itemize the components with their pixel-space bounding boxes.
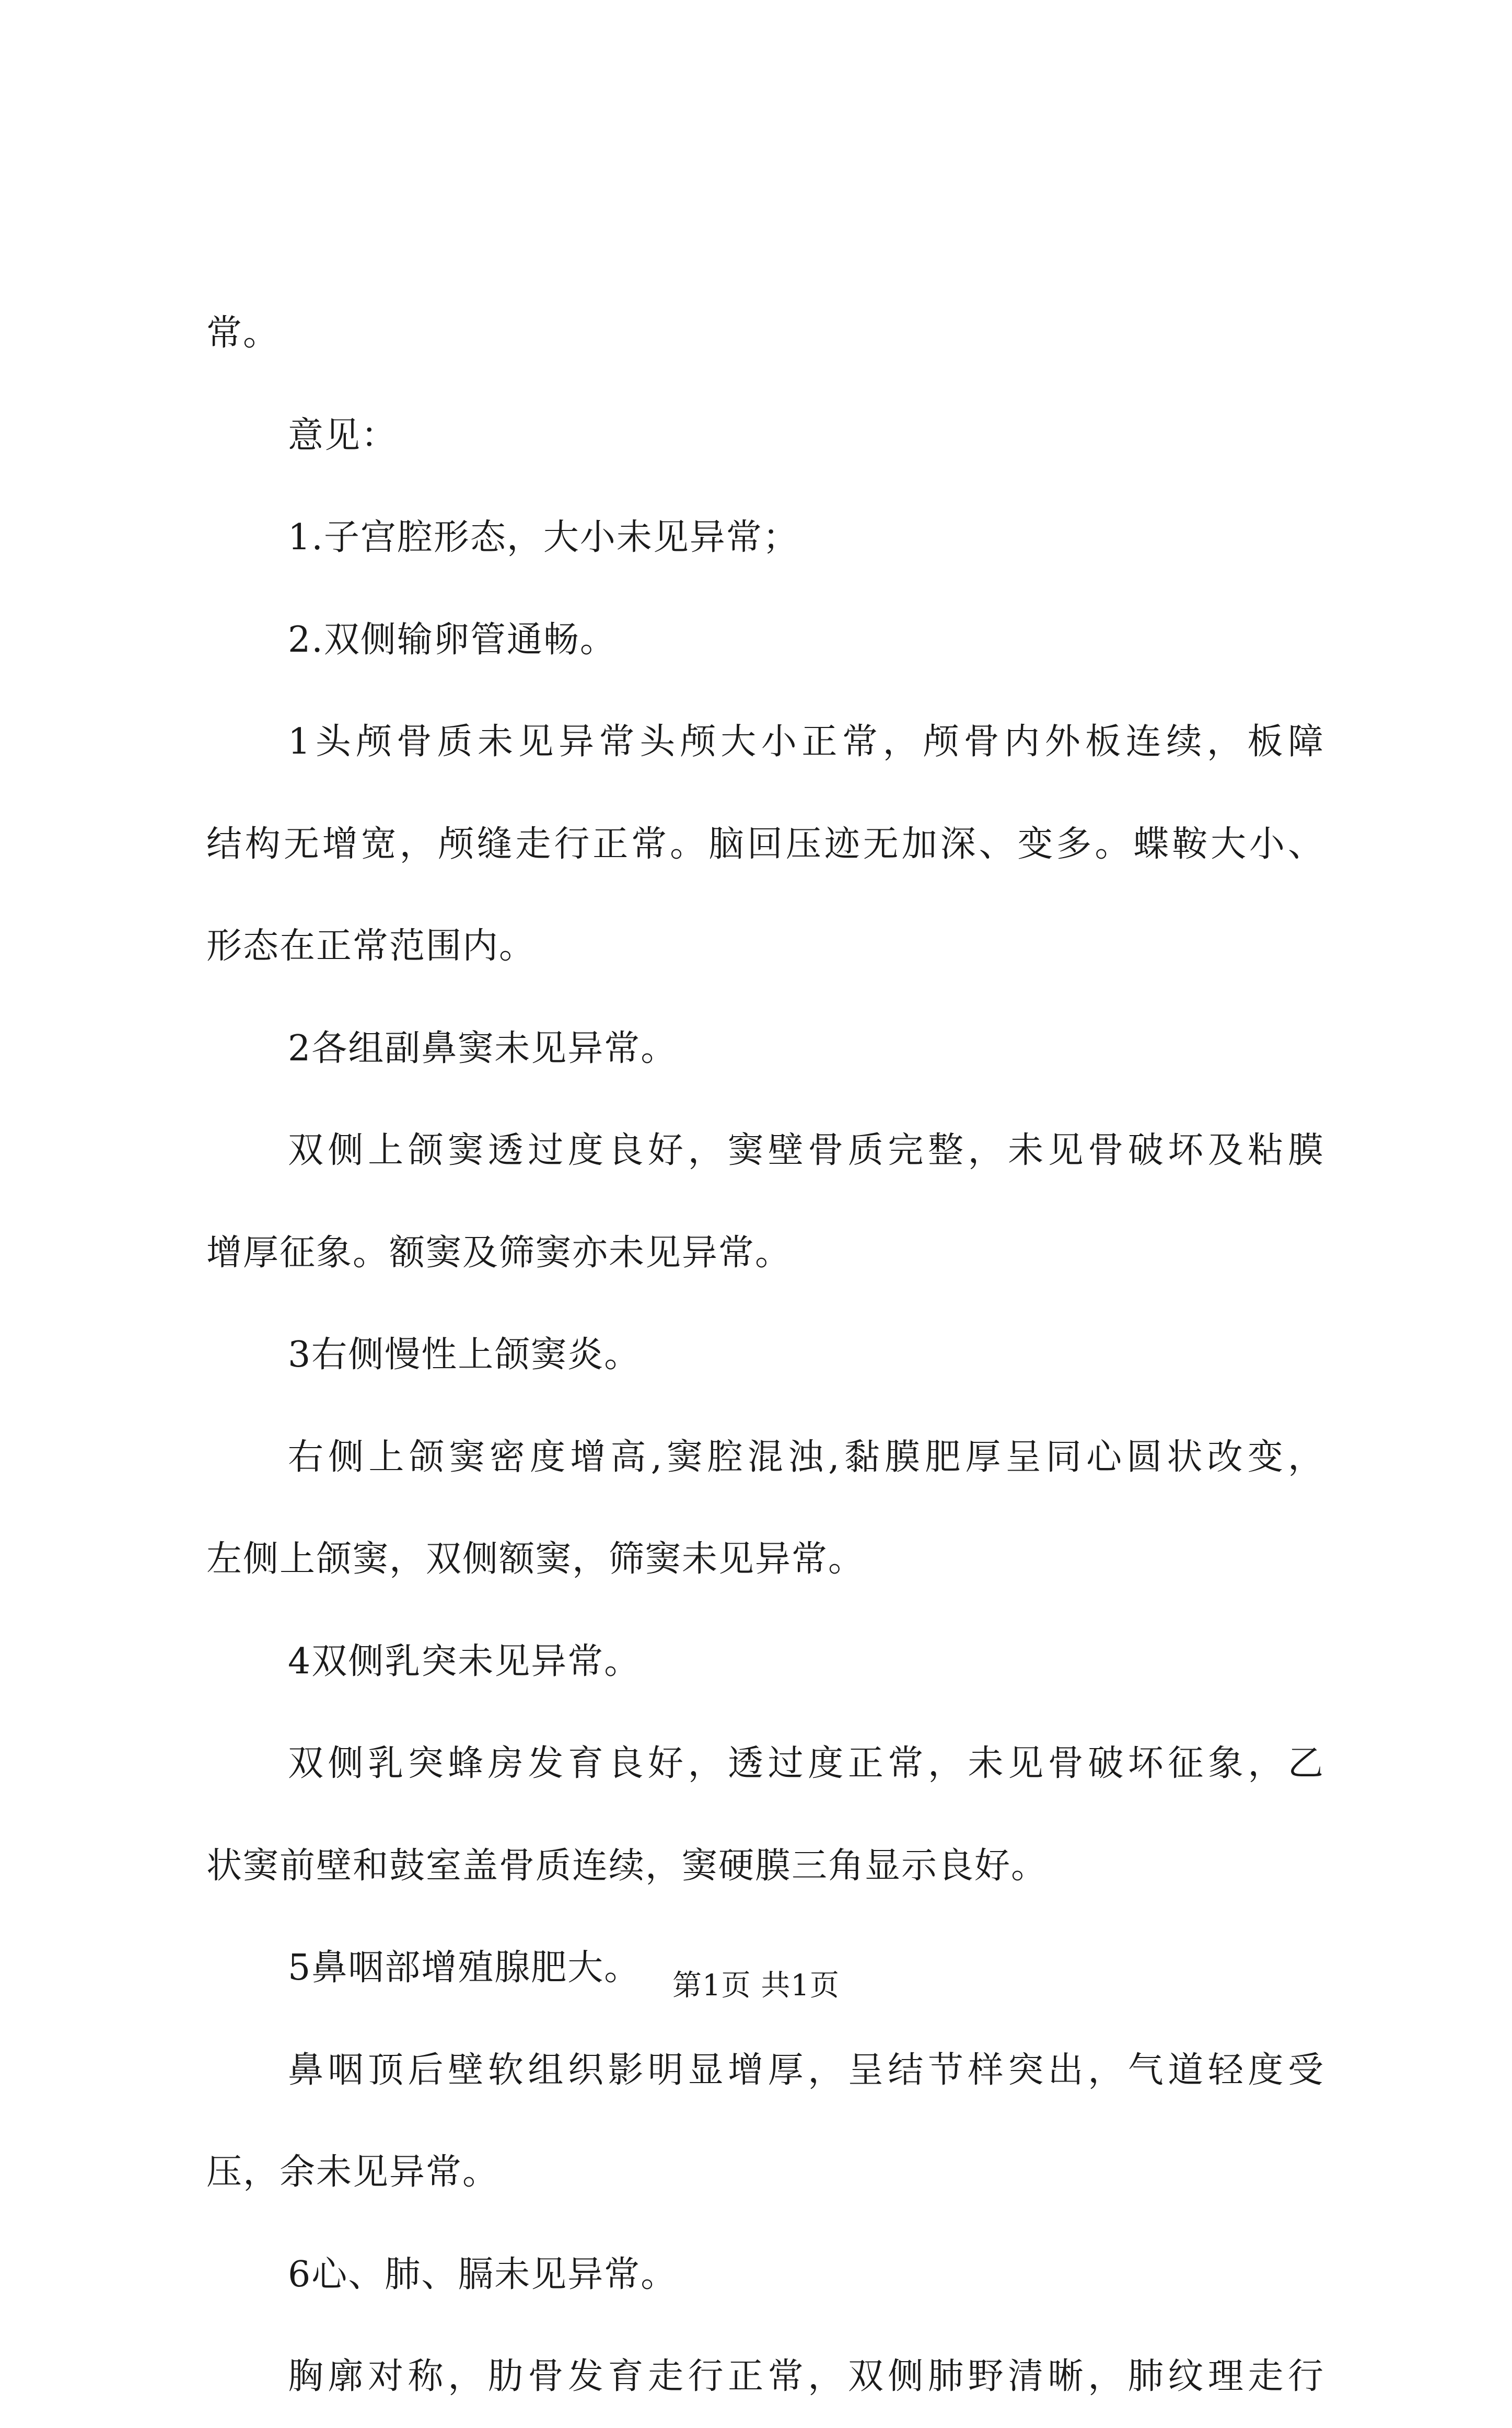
text-line: 增厚征象。额窦及筛窦亦未见异常。	[206, 1232, 792, 1274]
text-line: 鼻咽顶后壁软组织影明显增厚，呈结节样突出，气道轻度受	[288, 2049, 1324, 2091]
text-line: 1头颅骨质未见异常头颅大小正常，颅骨内外板连续，板障	[288, 721, 1324, 762]
page-number-label: 第1页 共1页	[672, 1969, 840, 2003]
text-line: 胸廓对称，肋骨发育走行正常，双侧肺野清晰，肺纹理走行	[288, 2356, 1324, 2397]
text-line: 结构无增宽，颅缝走行正常。脑回压迹无加深、变多。蝶鞍大小、	[206, 823, 1324, 865]
text-line: 常。	[206, 313, 280, 354]
text-line: 左侧上颌窦，双侧额窦，筛窦未见异常。	[206, 1539, 865, 1580]
text-line: 压，余未见异常。	[206, 2152, 499, 2193]
text-line: 2各组副鼻窦未见异常。	[288, 1027, 678, 1069]
text-line: 状窦前壁和鼓室盖骨质连续，窦硬膜三角显示良好。	[206, 1845, 1048, 1887]
text-line: 1.子宫腔形态，大小未见异常；	[288, 517, 799, 558]
text-line: 3右侧慢性上颌窦炎。	[288, 1334, 641, 1375]
text-line: 2.双侧输卵管通畅。	[288, 619, 617, 661]
text-line: 形态在正常范围内。	[206, 926, 536, 967]
text-line: 右侧上颌窦密度增高,窦腔混浊,黏膜肥厚呈同心圆状改变，	[288, 1436, 1324, 1478]
text-line: 6心、肺、膈未见异常。	[288, 2253, 678, 2295]
text-line: 5鼻咽部增殖腺肥大。	[288, 1947, 641, 1988]
text-line: 4双侧乳突未见异常。	[288, 1640, 641, 1682]
text-line: 双侧上颌窦透过度良好，窦壁骨质完整，未见骨破坏及粘膜	[288, 1130, 1324, 1171]
text-line: 意见：	[288, 414, 398, 456]
text-line: 双侧乳突蜂房发育良好，透过度正常，未见骨破坏征象，乙	[288, 1743, 1324, 1784]
page-footer	[0, 1965, 1512, 2007]
document-body	[206, 282, 1324, 2428]
